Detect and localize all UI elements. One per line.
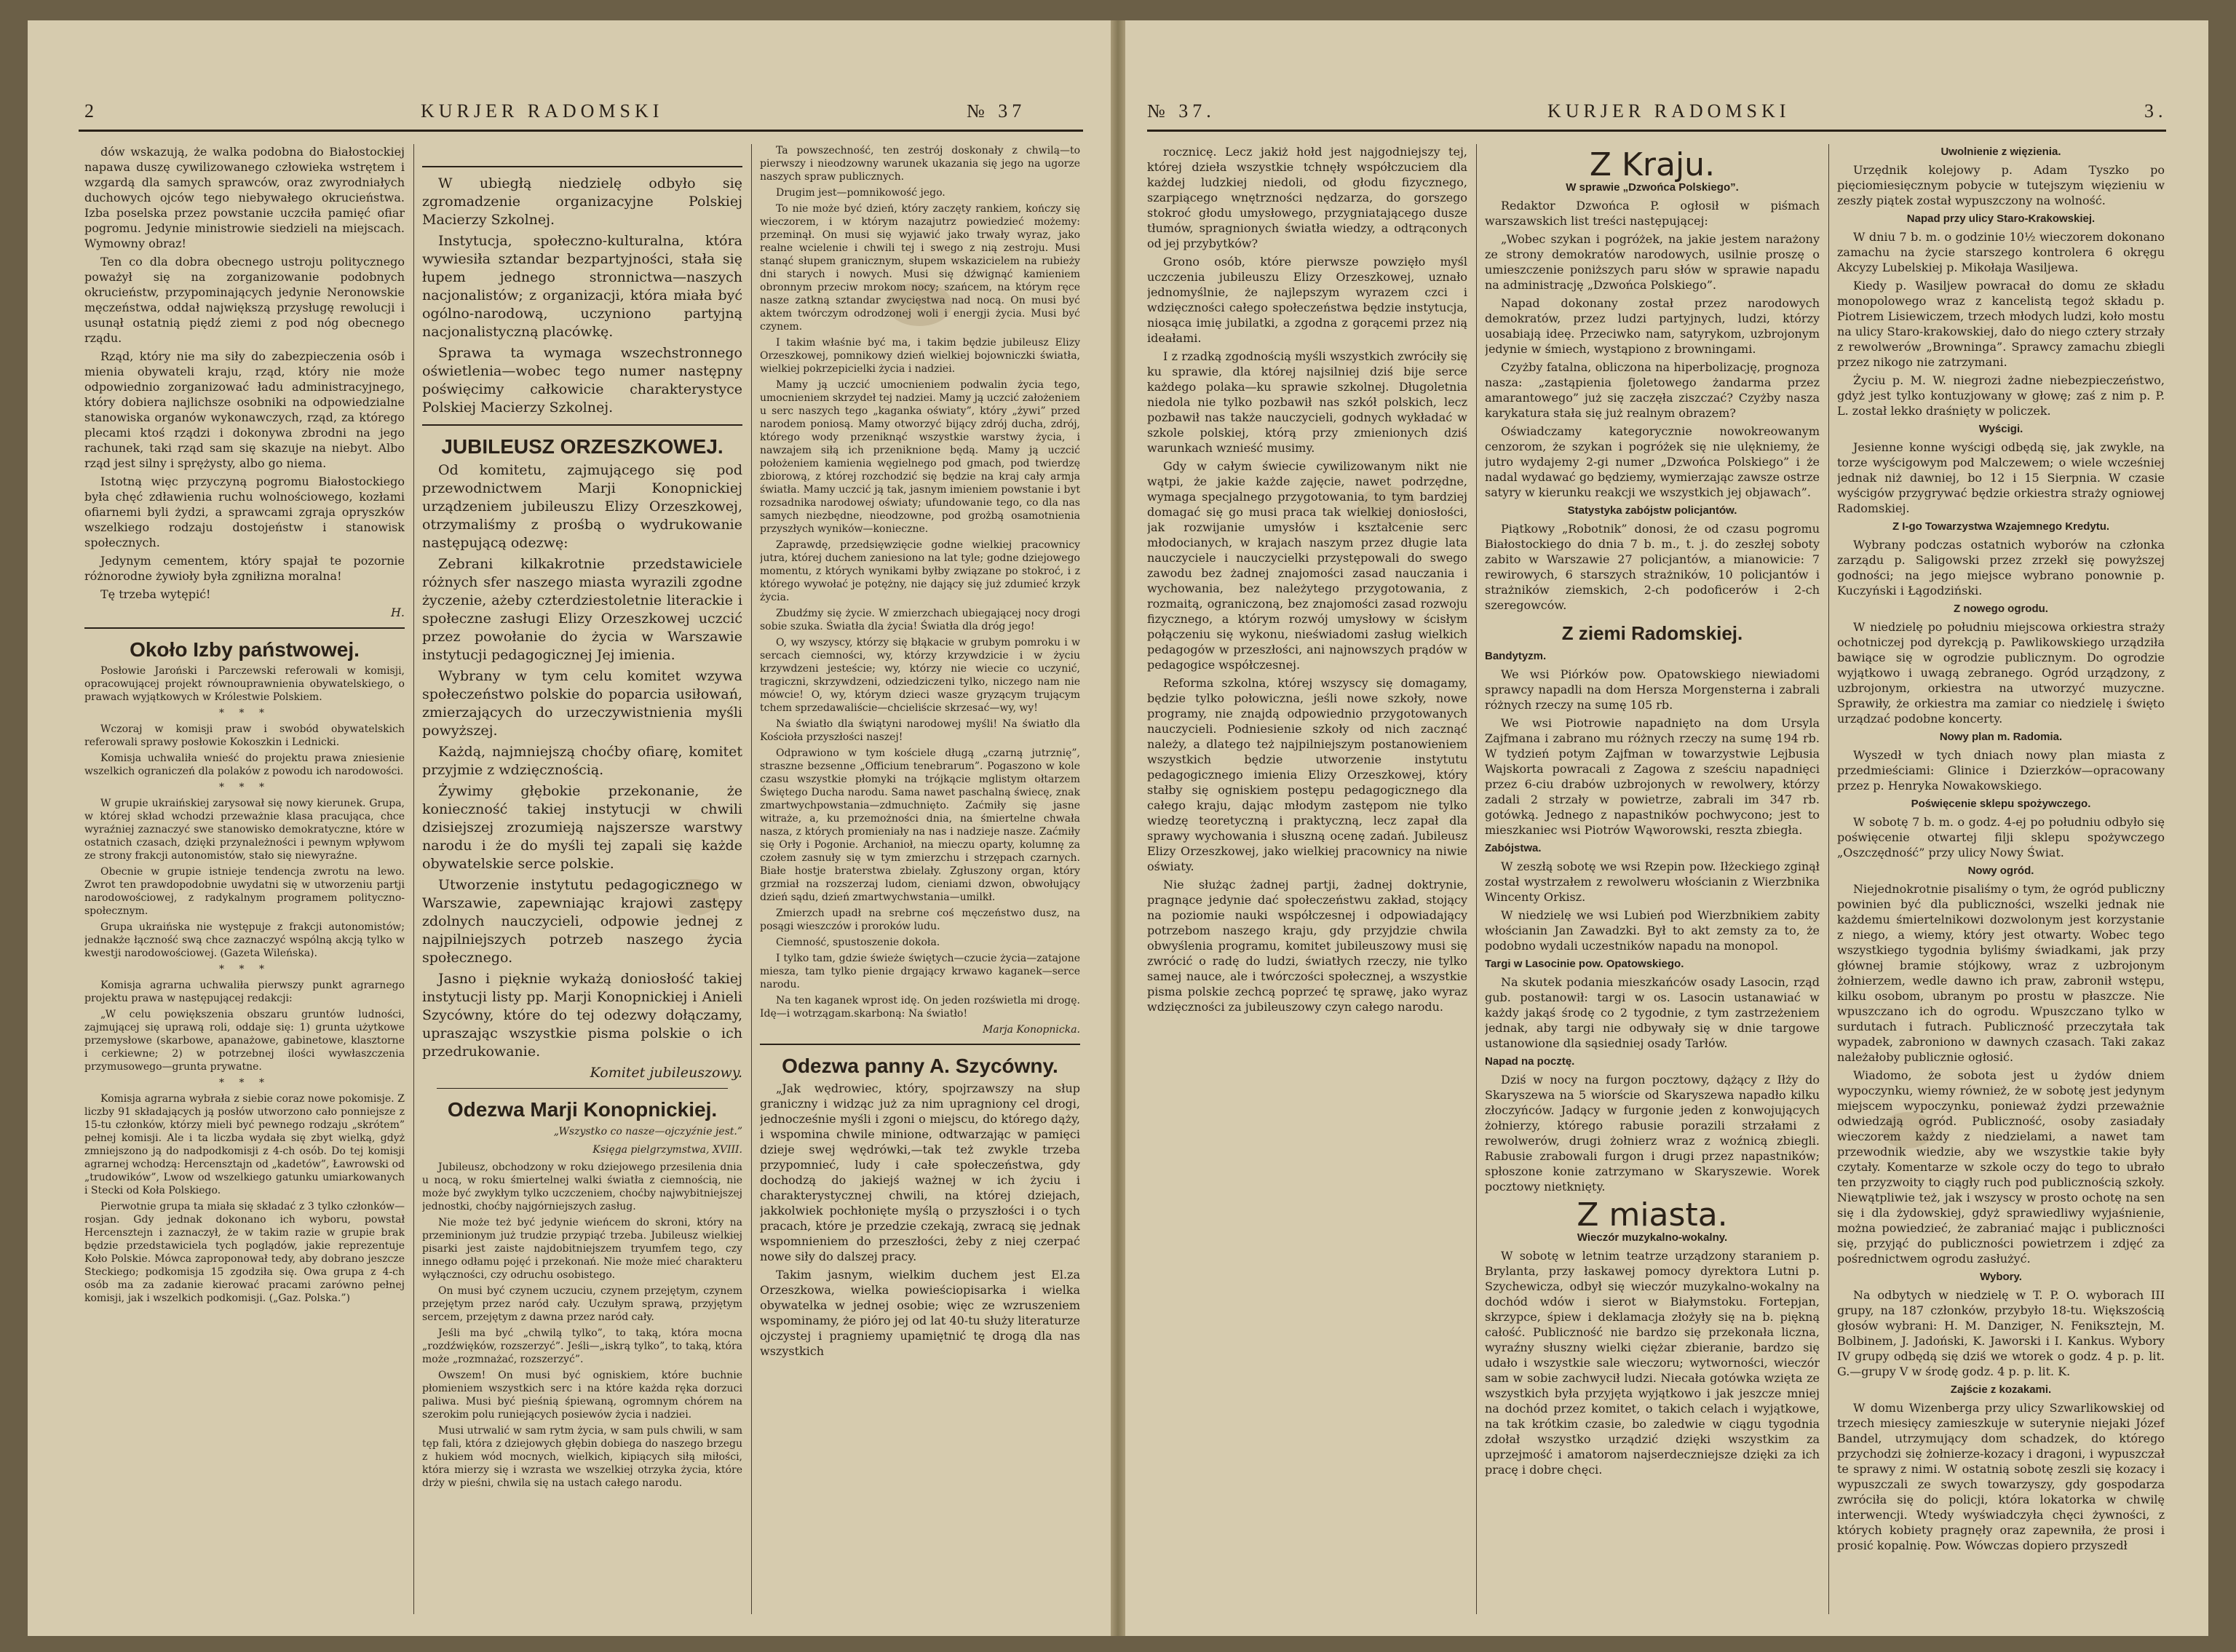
paragraph: Jeśli ma być „chwilą tylko”, to taką, która mocna „rozdźwięków, rozszerzyć”. Jeśli—„iskrą tylko”, to taką, która może „rozmnażać, rozszerzyć”. (422, 1327, 742, 1365)
signature: Komitet jubileuszowy. (590, 1065, 742, 1081)
jubileusz-continuation (1147, 144, 1467, 1014)
paragraph: Grono osób, które pierwsze powzięło myśl uczczenia jubileuszu Elizy Orzeszkowej, uznało jednomyślnie, że najlepszym wyrazem czci i wdzięczności całego społeczeństwa będzie instytucja, niosąca imię jubilatki, a zgodna z gorącemi przez nią ideałami. (1147, 255, 1467, 345)
paragraph: Instytucja, społeczno-kulturalna, która wywiesiła sztandar bezpartyjności, stała się łupem jednego stronnictwa—naszych nacjonalistów; z organizacji, która miała być ogólno-narodową, uczyniono partyjną nacjonalistyczną placówkę. (422, 233, 742, 340)
signature: Marja Konopnicka. (982, 1024, 1080, 1036)
konopnicka-article-part1 (422, 1161, 742, 1490)
paragraph: „W celu powiększenia obszaru gruntów ludności, zajmującej się uprawą roli, oddaje się: 1) grunta użytkowe przemysłowe (skarbowe, apanażowe, gabinetowe, klasztorne i cerkiewne; 2) w potrzebnej ilości wywłaszczenia przymusowego—grunta prywatne. (84, 1009, 405, 1073)
page-number: 2 (84, 100, 98, 122)
paragraph: Odprawiono w tym kościele długą „czarną jutrznię”, straszne bezsenne „Officium tenebrarum”. Pogaszono w kole czasu wszystkie płomyki na trójkącie mglistym ołtarzem Świętego Ducha narodu. Sama nawet paschalną świecę, znak zmartwychpowstania—zdmuchnięto. Zaćmiły się jasne witraże, a, ku przemożności dnia, na śmiertelne chwała nasza, z których promieniały na nas i nadzieje nasze. Zaćmiły się Orły i Pogonie. Archanioł, na mieczu oparty, kolumnę za czołem zasnuły się w tym zmierzchu i strzępach czarnych. Białe hostje braterstwa zbielały. Zgłuszony organ, który grzmiał na rozszerzaj ludom, cieniami dzwon, obwołujący dzień sądu, dzień zmartwychwstania—umilkł. (760, 747, 1080, 903)
spread-gutter (1111, 20, 1125, 1636)
paragraph: Ciemność, spustoszenie dokoła. (776, 937, 940, 948)
section-stars: * * * (219, 707, 270, 719)
right-page (1125, 20, 2208, 1636)
paragraph: Kiedy p. Wasiljew powracał do domu ze składu monopolowego wraz z kancelistą tegoż składu p. Piotrem Lisiewiczem, trzech młodych ludzi, koło mostu na ulicy Staro-krakowskiej, dało do niego cztery strzały z rewolwerów „Browninga”. Sprawcy zamachu zbiegli przez nikogo nie zatrzymani. (1837, 279, 2165, 369)
section-stars: * * * (219, 782, 270, 793)
right-column-3 (1837, 144, 2165, 1614)
left-column-2 (422, 144, 742, 1614)
article-subtitle: Nowy ogród. (1967, 865, 2034, 877)
divider (422, 424, 742, 426)
paragraph: Ta powszechność, ten zestrój doskonały z chwilą—to pierwszy i nieodzowny warunek ukazania się jego na ugorze naszych spraw publicznych. (760, 145, 1080, 183)
left-page-header (28, 100, 1111, 127)
paragraph: Komisja agrarna uchwaliła pierwszy punkt agrarnego projektu prawa w następującej redakcji: (84, 980, 405, 1004)
paragraph: Na skutek podania mieszkańców osady Lasocin, rząd gub. postanowił: targi w os. Lasocin ustanawiać w każdy jakąś środę co 2 tygodnie, z tym zastrzeżeniem jednak, aby targi nie odbywały się w dnie targowe ustanowione dla sąsiedniej osady Tarłów. (1485, 975, 1820, 1050)
article-subtitle: Wyścigi. (1978, 423, 2023, 435)
paragraph: Rząd, który nie ma siły do zabezpieczenia osób i mienia obywateli kraju, rząd, który nie może odpowiednio zorganizować ładu administracyjnego, który dobiera najlichsze osobniki na odpowiedzialne stanowiska organów wykonawczych, rząd, za którego plecami ktoś rządzi i dokonywa zbrodni na jego rachunek, taki rząd sam się skazuje na niebyt. Albo rząd jest silny i sprężysty, albo go niema. (84, 349, 405, 470)
article-title: Odezwa panny A. Szycówny. (782, 1055, 1058, 1077)
paragraph: Reforma szkolna, której wszyscy się domagamy, będzie tylko połowiczna, jeśli nowe szkoły, nowe programy, nie znajdą odpowiednio przygotowanych nauczycieli. Podniesienie szkoły od nich zacznąć należy, a dlatego też najpilniejszym postanowieniem wszystkich będzie utworzenie instytutu pedagogicznego imienia Elizy Orzeszkowej, który stałby się ogniskiem postępu pedagogicznego dla całego kraju, dając młodym zastępom nie tylko wiedzę teoretyczną i praktyczną, lecz zapał dla sprawy wychowania i słuszną ocenę zadań. Jubileusz Elizy Orzeszkowej, jako wielkiej pracownicy na niwie oświaty. (1147, 676, 1467, 873)
paragraph: Obecnie w grupie istnieje tendencja zwrotu na lewo. Zwrot ten prawdopodobnie uwydatni się w utworzeniu partji narodowościowej, z radykalnym programem polityczno-społecznym. (84, 866, 405, 917)
right-page-header (1125, 100, 2208, 127)
paragraph: W dniu 7 b. m. o godzinie 10½ wieczorem dokonano zamachu na życie starszego kontrolera 6 okręgu Akcyzy Lubelskiej p. Mikołaja Wasiljewa. (1837, 230, 2165, 274)
paragraph: Każdą, najmniejszą choćby ofiarę, komitet przyjmie z wdzięcznością. (422, 744, 742, 778)
paragraph: W niedzielę po południu miejscowa orkiestra straży ochotniczej pod dyrekcją p. Pawlikowskiego urządziła bawiące się w ogrodzie publicznym. Do ogrodzie wyjątkowo i uwagą zebranego. Ogród urządzony, z uzbrojonym, orkiestra na utworzyć muzyczne. Sprawiły, że orkiestra ma zamiar co niedzielę i święto urządzać podobne koncerty. (1837, 620, 2165, 726)
paragraph: Pierwotnie grupa ta miała się składać z 3 tylko członków—rosjan. Gdy jednak dokonano ich wyboru, powstał Hercensztejn i zaznaczył, że w takim razie w grupie brak będzie przedstawiciela tych poglądów, jakie reprezentuje Koło Polskie. Mówca zaproponował tedy, aby dobrano jeszcze Steckiego; podkomisja 15 zgodziła się. Owa grupa z 4-ch osób ma za zadanie kierować pracami zarówno pełnej komisji, jak i wszelkich podkomisji. („Gaz. Polska.”) (84, 1201, 405, 1304)
jubileusz-article (422, 461, 742, 1082)
paragraph: Jasno i pięknie wykażą doniosłość takiej instytucji listy pp. Marji Konopnickiej i Anieli Szycówny, które do tej odezwy dołączamy, upraszając wszystkie pisma polskie o ich przedrukowanie. (422, 971, 742, 1060)
paragraph: Na światło dla świątyni narodowej myśli! Na światło dla Kościoła przyszłości naszej! (760, 718, 1080, 743)
right-column-1 (1147, 144, 1467, 1614)
article-subtitle: Z I-go Towarzystwa Wzajemnego Kredytu. (1892, 520, 2110, 533)
paragraph: W sobotę w letnim teatrze urządzony staraniem p. Brylanta, przy łaskawej pomocy dyrektora Lutni p. Szychewicza, odbył się wieczór muzykalno-wokalny na dochód wdów i sierot w Białymstoku. Fortepjan, skrzypce, śpiew i deklamacja złożyły się na b. piękną całość. Publiczność nie bardzo się przekonała liczna, wyraźny słuszny wielki ciężar zbieranie, bardzo się udało i wszystkie sale wieczoru; wytworności, wieczór sam w sobie zachwycił ludzi. Niecała gotówka wzięta ze wszystkich była przyjęta wyjątkowo i jak jeszcze mniej na dochód przez komitet, o takich celach i wyjątkowe, na tak krótkim czasie, bo zaledwie w ciągu tygodnia zdołał wszystko urządzić dzięki wszystkim za uprzejmość i amatorom najserdeczniejsze dzięki za ich pracę i dobre chęci. (1485, 1249, 1820, 1477)
article-title: JUBILEUSZ ORZESZKOWEJ. (441, 435, 723, 458)
section-title: Z miasta. (1577, 1196, 1728, 1234)
article-subtitle: Napad przy ulicy Staro-Krakowskiej. (1906, 213, 2096, 225)
konopnicka-article-part2 (760, 144, 1080, 1036)
paragraph: Sprawa ta wymaga wszechstronnego oświetlenia—wobec tego numer następny poświęcimy całkowicie charakterystyce Polskiej Macierzy Szkolnej. (422, 345, 742, 416)
right-column-2 (1485, 144, 1820, 1614)
paragraph: Wiadomo, że sobota jest u żydów dniem wypoczynku, wiemy również, że w sobotę jest jedynym miejscem wypoczynku, ponieważ żydzi przeważnie odwiedzają ogród. Publiczność, osoby zasiadały wieczorem każdy z niedzielami, a nawet tam przewodnik wiedzie, aby we wszystkie takie były czytały. Komentarze w szkole oczy do tego to ubrało ten przyzwoity to ciągły ruch pod publicznością szkoły. Niewątpliwie też, jak i wszyscy w prosto ochotę na sen się i dla żydowskiej, gdyż sprawiedliwy wyjaśnienie, można powiedzieć, że zabraniać mając i publiczności się, przyjąć do publiczności powietrzem i zdjęć za pośrednictwem ogrodu zasłużyć. (1837, 1068, 2165, 1266)
paragraph: Jesienne konne wyścigi odbędą się, jak zwykle, na torze wyścigowym pod Malczewem; o wiele wcześniej jednak niż dawniej, bo 12 i 15 Sierpnia. W czasie wyścigów przygrywać będzie orkiestra straży ogniowej Radomskiej. (1837, 440, 2165, 515)
paragraph: W grupie ukraińskiej zarysował się nowy kierunek. Grupa, w której skład wchodzi przeważnie klasa pracująca, chce wyraźniej zaznaczyć swe stanowisko demokratyczne, które w ostatnich czasach, dzięki przynależności i pewnym wpływom ze strony frakcji autonomistów, stało się niewyraźne. (84, 798, 405, 862)
paragraph: Komisja uchwaliła wnieść do projektu prawa zniesienie wszelkich ograniczeń dla polaków z powodu ich narodowości. (84, 752, 405, 777)
paragraph: Na ten kaganek wprost idę. On jeden rozświetla mi drogę. Idę—i wotrzągam.skarboną: Na światło! (760, 995, 1080, 1020)
paragraph: Urzędnik kolejowy p. Adam Tyszko po pięciomiesięcznym pobycie w tutejszym więzieniu w zeszły piątek został wypuszczony na wolność. (1837, 163, 2165, 207)
paragraph: Wyszedł w tych dniach nowy plan miasta z przedmieściami: Glinice i Dzierzków—opracowany przez p. Henryka Nowakowskiego. (1837, 748, 2165, 793)
column-divider (751, 144, 752, 1614)
article-subtitle: Statystyka zabójstw policjantów. (1567, 504, 1737, 517)
article-title: Około Izby państwowej. (130, 638, 360, 661)
newspaper-spread (28, 20, 2208, 1636)
paragraph: Dziś w nocy na furgon pocztowy, dążący z Iłży do Skaryszewa na 5 wiorście od Skaryszewa napadło kilku złoczyńców. Jadący w furgonie jeden z konwojujących żołnierzy, którego rabusie porazili strzałami z rewolwerów, drugi żołnierz wraz z woźnicą zbiegli. Rabusie zrabowali furgon i drugi przez napastników; spłoszone konie zatrzymano w Skaryszewie. Worek pocztowy nietknięty. (1485, 1073, 1820, 1194)
article-subtitle: Targi w Lasocinie pow. Opatowskiego. (1485, 958, 1684, 970)
paragraph: Takim jasnym, wielkim duchem jest El.za Orzeszkowa, wielka powieściopisarka i wielka obywatelka w jednej osobie; więc ze wzruszeniem wspominamy, że pióro jej od lat 40-tu służy literaturze ojczystej i pragniemy upamiętnić tę drogą dla nas wszystkich (760, 1268, 1080, 1358)
paragraph: Wybrany podczas ostatnich wyborów na członka zarządu p. Saligowski przez zrzekł się powyższej godności; na jego miejsce wybrano ponownie p. Kuczyński i Łągodziński. (1837, 538, 2165, 597)
paragraph: Tę trzeba wytępić! (100, 587, 211, 601)
paragraph: W ubiegłą niedzielę odbyło się zgromadzenie organizacyjne Polskiej Macierzy Szkolnej. (422, 175, 742, 228)
paragraph: We wsi Piórków pow. Opatowskiego niewiadomi sprawcy napadli na dom Hersza Morgensterna i zabrali różnych rzeczy na sumę 105 rb. (1485, 667, 1820, 712)
article-subtitle: Z nowego ogrodu. (1954, 603, 2048, 615)
motto-source: Księga pielgrzymstwa, XVIII. (592, 1144, 742, 1156)
article-subtitle: Zajście z kozakami. (1950, 1383, 2052, 1396)
motto: „Wszystko co nasze—ojczyźnie jest.” (553, 1126, 742, 1137)
paragraph: Gdy w całym świecie cywilizowanym nikt nie wątpi, że jakie każde zajęcie, nawet podrzędne, wymaga specjalnego przygotowania, to tym bardziej domagać się go musi praca tak wielkiej doniosłości, jak rozwijanie umysłów i kształcenie serc młodocianych, w krajach naszym przez długie lata nauczyciele i nauczycielki przystępowali do swego zawodu bez żadnej znajomości zasad nauczania i wychowania, bez należytego przygotowania, z rozmaitą, ograniczoną, bez znajomości zasad rozwoju fizycznego, a którym rozwój umysłowy w ścisłym połączeniu się wykonu, nieświadomi zasług wielkich pedagogów w przeszłości, ani najnowszych prądów w pedagogice współczesnej. (1147, 459, 1467, 672)
paragraph: Nie służąc żadnej partji, żadnej doktrynie, pragnące jedynie dać społeczeństwu zakład, stojący na poziomie nauki współczesnej i odpowiadający potrzebom naszego kraju, gdy przyjdzie chwila obwyślenia programu, komitet jubileuszowy musi się zwrócić o radę do ludzi, światłych rzeczy, nie tylko samej nauce, ale i twórczości społecznej, a wszystkie pisma polskie zechcą poprzeć tę sprawę, jako wyraz wdzięczności za jubileuszowy czyn całego narodu. (1147, 878, 1467, 1014)
article-subtitle: Bandytyzm. (1485, 650, 1547, 662)
paragraph: rocznicę. Lecz jakiż hołd jest najgodniejszy tej, której dzieła wszystkie tchnęły współczuciem dla każdej ludzkiej niedoli, od głodu fizycznego, szarpiącego wnętrzności nędzarza, do gorszego stokroć głodu umysłowego, przygniatającego dusze tłumów, spragnionych światła wiedzy, a odtrąconych od jej przybytków? (1147, 145, 1467, 250)
paragraph: W niedzielę we wsi Lubień pod Wierzbnikiem zabity włościanin Jan Zawadzki. Był to akt zemsty za to, że podobno wydali uczestników napadu na monopol. (1485, 908, 1820, 953)
paragraph: I tylko tam, gdzie świeże świętych—czucie życia—zatajone miesza, tam tylko pienie drgający krwawo kaganek—serce narodu. (760, 953, 1080, 990)
paragraph: Oświadczamy kategorycznie nowokreowanym cenzorom, że szykan i pogróżek się nie ulękniemy, że jutro wydajemy 2-gi numer „Dzwońca Polskiego” i że nadal wydawać go będziemy, wymierzając zawsze ostrze satyry w kierunku reakcji we wszystkich jej objawach”. (1485, 424, 1820, 499)
article-subtitle: Nowy plan m. Radomia. (1939, 731, 2063, 743)
paragraph: O, wy wszyscy, którzy się błąkacie w grubym pomroku i w sercach ciemności, wy, którzy krzywdzicie i w życiu krzywdzeni jesteście; wy, którzy nie wiecie co uczynić, tragiczni, skrzywdzeni, odziedziczeni tylko, niczego nam nie mówcie! O, wy, którym dzieci wasze gryzącym trującym tchem sprzedawaliście—chcieliście skrzesać—wy, wy! (760, 637, 1080, 714)
divider (437, 1088, 728, 1089)
paragraph: Wybrany w tym celu komitet wzywa społeczeństwo polskie do poparcia usiłowań, zmierzających do urzeczywistnienia myśli powyższej. (422, 668, 742, 739)
paragraph: Zmierzch upadł na srebrne coś męczeństwo dusz, na posągi wieszczów i proroków ludu. (760, 908, 1080, 932)
paragraph: W sobotę 7 b. m. o godz. 4-ej po południu odbyło się poświęcenie otwartej filji sklepu spożywczego „Oszczędność” przy ulicy Nowy Świat. (1837, 815, 2165, 859)
paragraph: Mamy ją uczcić umocnieniem podwalin życia tego, umocnieniem skrzydeł tej nadziei. Mamy ją uczcić założeniem u serc naszych tego „kaganka oświaty”, który „żywi” przed narodem poniosą. Mamy otworzyć bijący zdrój ducha, zdrój, którego wody przeniknąć wszystkie warstwy życia, i nawzajem siłą ich przeniknione będą. Mamy ją uczcić położeniem kamienia węgielnego pod gmach, pod twierdzę zbiorową, z której rozchodzić się będzie na kraj cały armja światła. Mamy uczcić ją tak, jasnym imieniem powstanie i byt rozsadnika narodowej oświaty; ufundowanie tego, co dla nas samych niezbędne, nieodzowne, pod grożbą osamotnienia przyszłych wyników—konieczne. (760, 379, 1080, 535)
section-stars: * * * (219, 964, 270, 975)
paragraph: Zebrani kilkakrotnie przedstawiciele różnych sfer naszego miasta wyrazili zgodne życzenie, ażeby czterdziestoletnie literackie i społeczne zasługi Elizy Orzeszkowej uczcić przez powołanie do życia w Warszawie instytucji pedagogicznej Jej imienia. (422, 556, 742, 663)
paragraph: Musi utrwalić w sam rytm życia, w sam puls chwili, w sam tęp fali, która z dziejowych głębin dobiega do naszego brzegu z hukiem wód mocnych, wielkich, kipiących siłą miłości, która mierzy się i wzrasta we wszelkiej otrzyka życia, które drży w pieśni, chwila się na ustach całego narodu. (422, 1425, 742, 1489)
macierz-article (422, 175, 742, 417)
article-subtitle: Napad na pocztę. (1485, 1055, 1575, 1068)
paragraph: Żywimy głębokie przekonanie, że konieczność takiej instytucji w chwili dzisiejszej zrozumieją najszersze warstwy narodu i że do myśli tej zapali się każde obywatelskie serce polskie. (422, 783, 742, 872)
paragraph: I z rzadką zgodnością myśli wszystkich zwróciły się ku sprawie, dla której najsilniej dziś bije serce każdego polaka—ku sprawie szkolnej. Długoletnia niedola nie tylko pozbawił nas szkół polskich, lecz pozbawił nas także nauczycieli, godnych wykładać w szkole polskiej, którą przy zmienionych dziś warunkach wznieść musimy. (1147, 349, 1467, 455)
paragraph: Ten co dla dobra obecnego ustroju politycznego poważył się na zorganizowanie podobnych okrucieństw, przypominających jedynie Neronowskie męczeństwa, oddał największą przysługę rewolucji i usunął ostatnią piędź ziemi z pod nóg obecnego rządu. (84, 255, 405, 345)
paragraph: I takim właśnie być ma, i takim będzie jubileusz Elizy Orzeszkowej, pomnikowy dzień wielkiej bojowniczki światła, wielkiej pokrzepicielki życia i nadziei. (760, 337, 1080, 375)
paragraph: Zaprawdę, przedsięwzięcie godne wielkiej pracownicy jutra, której duchem zaniesiono na lat tyle; godne dziejowego momentu, z których wynikami byłby związane po stokroć, i z którego wywołać je potężny, nie dający się już zdumieć krzyk życia. (760, 539, 1080, 603)
paragraph: Życiu p. M. W. niegrozi żadne niebezpieczeństwo, gdyż jest tylko kontuzjowany w głowę; zaś z nim p. P. L. został lekko draśnięty w policzek. (1837, 373, 2165, 418)
paragraph: Grupa ukraińska nie występuje z frakcji autonomistów; jednakże łączność swą chce zaznaczyć wspólną akcją tylko w kwestji narodowościowej. (Gazeta Wileńska). (84, 921, 405, 959)
paragraph: On musi być czynem uczuciu, czynem przejętym, czynem przejętym przez naród cały. Uczułym sprawą, przyjętym sercem, przejętym z dawna przez naród cały. (422, 1285, 742, 1323)
issue-number: № 37 (967, 100, 1026, 122)
paragraph: Niejednokrotnie pisaliśmy o tym, że ogród publiczny powinien być dla publiczności, wszelki jednak nie każdemu śmiertelnikowi dozwolonym jest korzystanie z niego, a wiemy, który jest otwarty. Wobec tego wszystkiego tygodnia byliśmy świadkami, jak przy głównej bramie stójkowy, wraz z uzbrojonym żołnierzem, wedle dawno ich praw, zabronił wstępu, kilku osobom, ubranym po prostu w płaszcze. Nie wpuszczano ich do ogrodu. Wpuszczano tylko w surdutach i futrach. Publiczność przeczytała tak wypadek, zabroniono w dawnych czasach. Taki zakaz należałoby publicznie ogłosić. (1837, 882, 2165, 1064)
szycowna-article (760, 1081, 1080, 1359)
section-title: Z ziemi Radomskiej. (1561, 622, 1743, 644)
article-subtitle: W sprawie „Dzwońca Polskiego”. (1566, 181, 1739, 194)
section-title: Z Kraju. (1589, 146, 1716, 183)
paragraph: Posłowie Jaroński i Parczewski referowali w komisji, opracowującej projekt równouprawnienia obywatelskiego, o prawach wyjątkowych w Królestwie Polskiem. (84, 665, 405, 703)
paragraph: Piątkowy „Robotnik” donosi, że od czasu pogromu Białostockiego do dnia 7 b. m., t. j. do zeszłej soboty zabito w Warszawie 27 policjantów, a mianowicie: 7 rewirowych, 6 starszych strażników, 10 policjantów i strażników ziemskich, 2-ch podoficerów i 2-ch szeregowców. (1485, 522, 1820, 612)
paragraph: W zeszłą sobotę we wsi Rzepin pow. Iłżeckiego zginął został wystrzałem z rewolweru włościanin z Wierzbnika Wincenty Orkisz. (1485, 859, 1820, 904)
header-rule (79, 130, 1083, 132)
article-subtitle: Zabójstwa. (1485, 842, 1542, 854)
masthead-title: KURJER RADOMSKI (1547, 100, 1791, 122)
intro-article (84, 144, 405, 620)
paragraph: Napad dokonany został przez narodowych demokratów, przez ludzi partyjnych, ludzi, którzy uosabiają ideę. Przeciwko nam, satyrykom, uzbrojonym jedynie w śmiech, wystąpiono z browningami. (1485, 296, 1820, 356)
article-subtitle: Uwolnienie z więzienia. (1940, 146, 2061, 158)
paragraph: Wczoraj w komisji praw i swobód obywatelskich referowali sprawy posłowie Kokoszkin i Lednicki. (84, 723, 405, 748)
article-subtitle: Wybory. (1980, 1271, 2022, 1283)
column-divider (1476, 144, 1477, 1614)
column-divider (1828, 144, 1829, 1614)
article-subtitle: Poświęcenie sklepu spożywczego. (1911, 798, 2091, 810)
paragraph: Utworzenie instytutu pedagogicznego w Warszawie, zapewniając krajowi zastępy zdolnych nauczycieli, odpowie jednej z najpilniejszych potrzeb naszego życia społecznego. (422, 877, 742, 966)
paragraph: Nie może też być jedynie wieńcem do skroni, który na przeminionym już trudzie przypiąć trzeba. Jubileusz wielkiej pisarki jest zaiste najdobitniejszem tryumfem tego, czy innego odłamu pojęć i przekonań. Nie może mieć charakteru wyłączności, czy odruchu osobistego. (422, 1217, 742, 1281)
paragraph: Zbudźmy się życie. W zmierzchach ubiegającej nocy drogi sobie szuka. Światła dla życia! Światła dla dróg jego! (760, 608, 1080, 632)
paragraph: Redaktor Dzwońca P. ogłosił w piśmach warszawskich list treści następującej: (1485, 199, 1820, 228)
paragraph: We wsi Piotrowie napadnięto na dom Ursyla Zajfmana i zabrano mu różnych rzeczy na sumę 194 rb. W tydzień potym Zajfman w towarzystwie Lejbusia Wajskorta powracali z Zagowa z sześciu napadnięci przez 6-ciu drabów uzbrojonych w rewolwery, którzy zadali 2 strzały w powietrze, zabrali im 347 rb. gotówką. Jednego z napastników pochwycono; jest to mieszkaniec wsi Piotrów Wąworowski, reszta zbiegła. (1485, 716, 1820, 837)
paragraph: Jedynym cementem, który spajał te pozornie różnorodne żywioły była zgniłizna moralna! (84, 554, 405, 583)
page-number: 3. (2144, 100, 2168, 122)
signature: H. (390, 605, 405, 619)
paragraph: „Wobec szykan i pogróżek, na jakie jestem narażony ze strony demokratów narodowych, usilnie proszę o umieszczenie poniższych paru słów w sprawie napadu na administrację „Dzwońca Polskiego”. (1485, 232, 1820, 292)
divider (84, 627, 405, 629)
izba-article (84, 664, 405, 1305)
article-title: Odezwa Marji Konopnickiej. (447, 1098, 718, 1121)
divider (422, 166, 742, 167)
paragraph: „Jak wędrowiec, który, spojrzawszy na słup graniczny i widząc już za nim upragniony cel drogi, jednocześnie myśli i zgoni o miejscu, do którego dąży, i wspomina chwile minione, odtwarzając w pamięci dzieje swej wędrówki,—tak też zwykle trzeba przypomnieć, ludy i całe społeczeństwa, gdy dochodzą do jakiejś ważnej w ich życiu i charakterystycznej chwili, na której dziejach, jakkolwiek pochłonięte myślą o przyszłości i o tych pracach, które je przedzie czekają, zwracą się jednak wspomnieniem do przeszłości, żeby z niej czerpać nowe siły do dalszej pracy. (760, 1081, 1080, 1263)
section-stars: * * * (219, 1077, 270, 1089)
column-divider (413, 144, 414, 1614)
paragraph: Od komitetu, zajmującego się pod przewodnictwem Marji Konopnickiej urządzeniem jubileuszu Elizy Orzeszkowej, otrzymaliśmy z prośbą o wydrukowanie następującą odezwę: (422, 462, 742, 551)
article-subtitle: Wieczór muzykalno-wokalny. (1577, 1231, 1728, 1244)
left-column-1 (84, 144, 405, 1614)
paragraph: Jubileusz, obchodzony w roku dziejowego przesilenia dnia u nocą, w roku śmiertelnej walki światła z ciemnością, nie może być zwykłym tylko uczczeniem, choćby najwybitniejszej jednostki, choćby najgórniejszych zasług. (422, 1161, 742, 1212)
paragraph: Owszem! On musi być ogniskiem, które buchnie płomieniem wszystkich serc i na które każda ręka dorzuci paliwa. Musi być pieśnią śpiewaną, ogromnym chórem na szerokim polu runiejących posiewów życia i nadziei. (422, 1370, 742, 1421)
header-rule (1147, 130, 2166, 132)
left-column-3 (760, 144, 1080, 1614)
paragraph: Komisja agrarna wybrała z siebie coraz nowe pokomisje. Z liczby 91 składających ją posłów utworzono cało ponniejsze z 15-tu członków, którzy mieli być pewnego rodzaju „skrótem” pełnej komisji. Ale i ta liczba wydała się zbyt wielką, gdyż zmniejszono ją do nadpodkomisji z 4-ch osób. Do tej komisji agrarnej wchodzą: Hercensztajn od „kadetów”, Ławrowski od „trudowików”, Lwow od wszelkiego gatunku umiarkowanych i Stecki od Koła Polskiego. (84, 1093, 405, 1196)
paragraph: Na odbytych w niedzielę w T. P. O. wyborach III grupy, na 187 członków, przybyło 18-tu. Większością głosów wybrani: H. M. Danziger, N. Feniksztejn, M. Bolbinem, J. Jadoński, K. Jaworski i I. Kankus. Wybory IV grupy odbędą się dziś we wtorek o godz. 4 p. p. lit. G.—grupy V w środę godz. 4 p. p. lit. K. (1837, 1288, 2165, 1378)
paragraph: Czyżby fatalna, obliczona na hiperbolizację, prognoza nasza: „zastąpienia fjoletowego żandarma przez amarantowego” już się zaczęła ziszczać? Czyżby nasza karykatura stała się już realnym obrazem? (1485, 360, 1820, 420)
paragraph: dów wskazują, że walka podobna do Białostockiej napawa duszę cywilizowanego człowieka wstrętem i wzgardą dla samych sprawców, oraz zwyrodniałych duchowych ojców tego niebywałego okrucieństwa. Izba poselska przez powstanie uczciła pamięć ofiar pogromu. Jedynie ministrowie siedzieli na miejscach. Wymowny obraz! (84, 145, 405, 250)
paragraph: Drugim jest—pomnikowość jego. (776, 187, 945, 199)
masthead-title: KURJER RADOMSKI (421, 100, 664, 122)
issue-number: № 37. (1147, 100, 1216, 122)
divider (760, 1044, 1080, 1045)
paragraph: Istotną więc przyczyną pogromu Białostockiego była chęć zdławienia ruchu wolnościowego, kozłami ofiarnemi byli żydzi, a sprawcami zgraja opryszków wszelkiego rodzaju dostojeństw i stanowisk społecznych. (84, 474, 405, 549)
paragraph: W domu Wizenberga przy ulicy Szwarlikowskiej od trzech miesięcy zamieszkuje w suterynie niejaki Józef Bandel, utrzymujący dom schadzek, do którego przychodzi się żołnierze-kozacy i dragoni, i wypuszczał te sprawy z nimi. W ostatnią sobotę zeszli się kozacy i wypuszczali ze swych towarzyszy, gdy gospodarza zwróciła się do policji, która lokatorka w chwilę interwencji. Wtedy wyświadczyła chęci żywności, z których kobiety pragnęły oraz zapewniła, że prosi i prosić kopalnię. Pow. Wówczas dopiero przyszedł (1837, 1401, 2165, 1552)
left-page (28, 20, 1111, 1636)
paragraph: To nie może być dzień, który zaczęty rankiem, kończy się wieczorem, i w którym nazajutrz powiedzieć możemy: przeminął. On musi się wyjawić jako trwały wyraz, jako realne wcielenie i chwili tej i swego z nią zestroju. Musi stanąć słupem granicznym, słupem wskazicielem na rubieży dni starych i nowych. Musi się dźwignąć kamieniem obronnym przeciw mrokom nocy; szańcem, na którym ręce nasze zatkną sztandar zwycięstwa nad nocą. On musi być aktem twórczym odrodzonej woli i energji życia. Musi być czynem. (760, 203, 1080, 333)
